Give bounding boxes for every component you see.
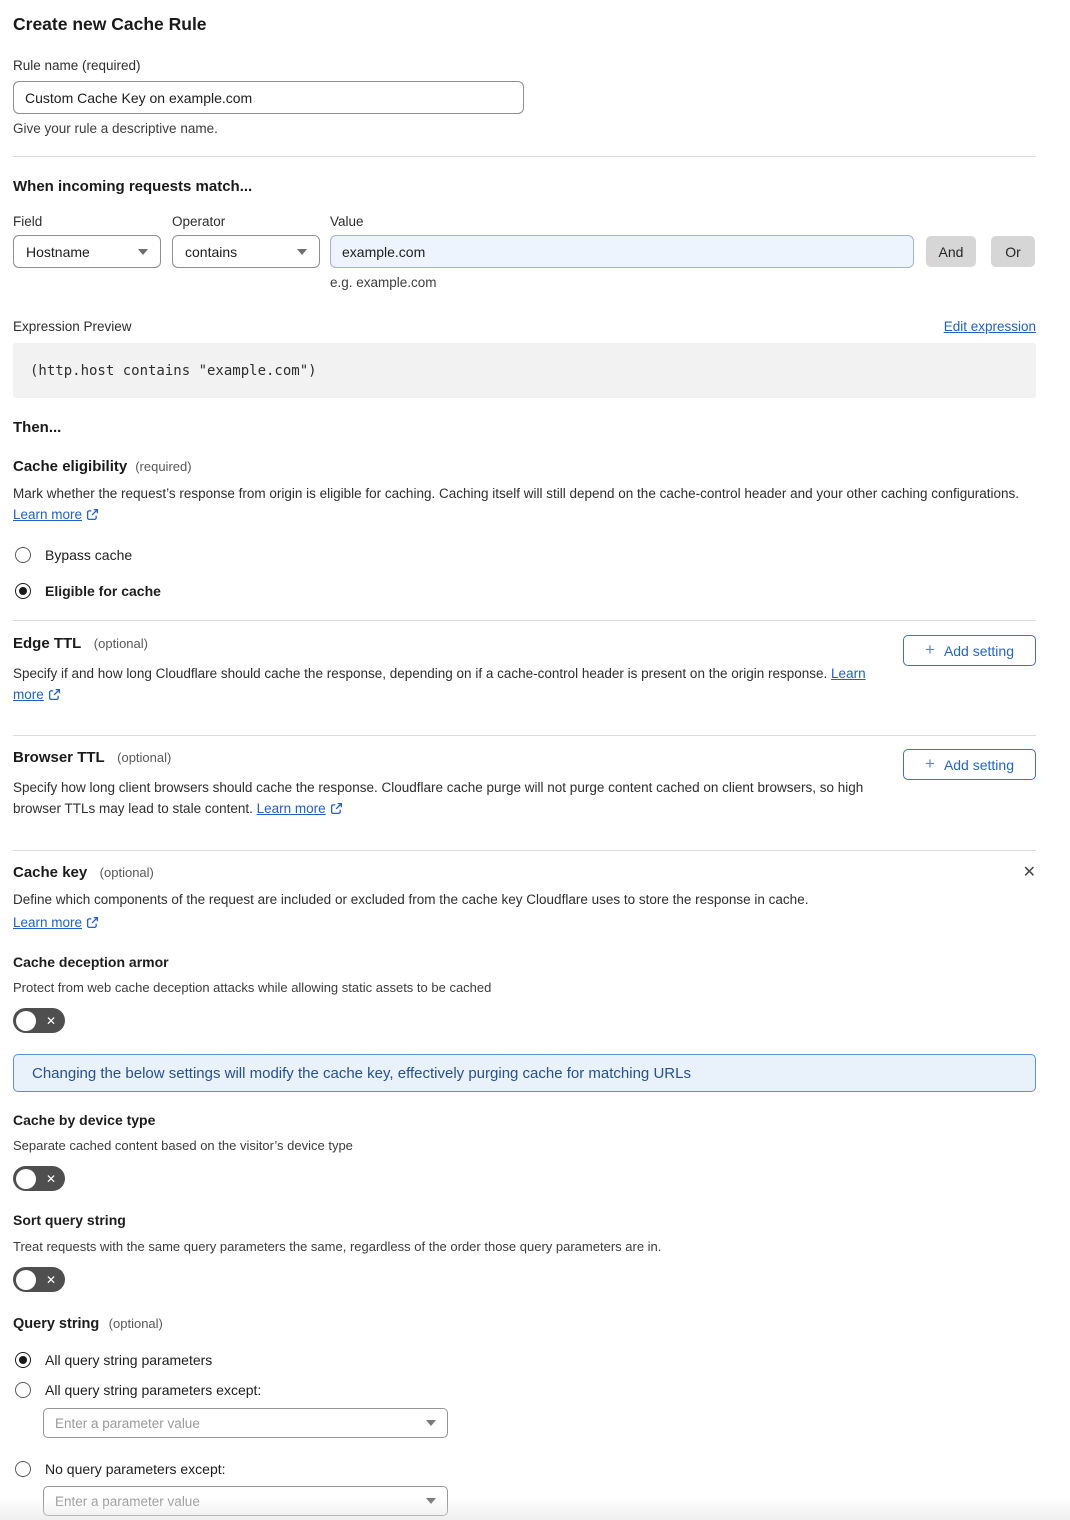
radio-button[interactable]: [15, 547, 31, 563]
external-link-icon: [86, 916, 99, 929]
all-params-except-input-box[interactable]: [43, 1408, 448, 1438]
cache-by-device-type-toggle[interactable]: [13, 1166, 65, 1191]
field-select[interactable]: [13, 235, 161, 268]
sort-query-string-toggle[interactable]: [13, 1267, 65, 1292]
close-icon[interactable]: ✕: [1022, 864, 1036, 881]
chevron-down-icon: [138, 249, 148, 255]
plus-icon: +: [925, 640, 935, 659]
section-divider: [13, 735, 1036, 736]
learn-more-label: Learn more: [13, 507, 83, 522]
param-no-except-input[interactable]: [55, 1494, 395, 1509]
match-heading: When incoming requests match...: [13, 178, 253, 195]
operator-select-value: contains: [185, 243, 238, 260]
chevron-down-icon: [426, 1420, 436, 1426]
cache-eligibility-description-text: Mark whether the request’s response from origin is eligible for caching. Caching itself will still depend on the cache-control header and your other caching configurations.: [13, 486, 1020, 501]
browser-ttl-description-text: Specify how long client browsers should cache the response. Cloudflare cache purge will not purge content cached on client browsers, so high browser TTLs may lead to stale content.: [13, 780, 864, 816]
value-label: Value: [330, 214, 364, 229]
required-badge: (required): [135, 459, 192, 474]
cache-eligibility-description: [13, 483, 1036, 525]
browser-ttl-title: Browser TTL: [13, 749, 105, 766]
learn-more-label: Learn more: [256, 801, 326, 816]
edge-ttl-description: [13, 663, 873, 705]
external-link-icon: [48, 688, 61, 701]
match-controls-row: [13, 235, 1036, 268]
operator-label: Operator: [172, 214, 226, 229]
radio-no-query-params-except[interactable]: [13, 1461, 1036, 1477]
radio-all-query-params-except[interactable]: [13, 1382, 1036, 1398]
optional-badge: (optional): [99, 865, 154, 880]
cache-deception-armor-title: Cache deception armor: [13, 954, 169, 970]
rule-name-label: Rule name (required): [13, 58, 141, 73]
optional-badge: (optional): [93, 636, 148, 651]
sort-query-string-title: Sort query string: [13, 1212, 126, 1228]
value-help: e.g. example.com: [330, 275, 437, 290]
plus-icon: +: [925, 754, 935, 773]
toggle-knob: [16, 1270, 36, 1290]
learn-more-link[interactable]: [257, 801, 343, 816]
radio-button[interactable]: [15, 583, 31, 599]
cache-by-device-type-title: Cache by device type: [13, 1112, 156, 1128]
toggle-x-icon: ✕: [45, 1013, 56, 1028]
section-divider: [13, 850, 1036, 851]
browser-ttl-add-setting-button[interactable]: [903, 749, 1036, 780]
cache-key-warning-banner: Changing the below settings will modify the cache key, effectively purging cache for matching URLs: [13, 1054, 1036, 1092]
learn-more-link[interactable]: [13, 507, 99, 522]
param-except-input[interactable]: [55, 1416, 395, 1431]
radio-label: All query string parameters except:: [45, 1382, 262, 1398]
field-label: Field: [13, 214, 43, 229]
toggle-knob: [16, 1169, 36, 1189]
radio-label: All query string parameters: [45, 1352, 213, 1368]
cache-key-description: Define which components of the request are included or excluded from the cache key Cloudflare uses to store the response in cache.: [13, 892, 809, 907]
learn-more-link[interactable]: [13, 915, 99, 930]
toggle-x-icon: ✕: [45, 1272, 56, 1287]
or-button[interactable]: Or: [991, 236, 1035, 267]
rule-name-input[interactable]: [13, 81, 524, 114]
radio-button[interactable]: [15, 1352, 31, 1368]
radio-bypass-cache[interactable]: [13, 547, 1036, 563]
page-title: Create new Cache Rule: [13, 14, 207, 34]
operator-select[interactable]: [172, 235, 320, 268]
cache-key-learn-more-row: [13, 912, 1036, 933]
expression-preview-label: Expression Preview: [13, 319, 132, 334]
optional-badge: (optional): [108, 1316, 163, 1331]
match-column-labels: [13, 214, 1036, 229]
query-string-title: Query string: [13, 1316, 100, 1332]
rule-name-help: Give your rule a descriptive name.: [13, 121, 218, 136]
chevron-down-icon: [426, 1498, 436, 1504]
edge-ttl-title: Edge TTL: [13, 635, 82, 652]
radio-all-query-params[interactable]: [13, 1352, 1036, 1368]
cache-by-device-type-description: Separate cached content based on the visitor’s device type: [13, 1138, 353, 1153]
learn-more-label: Learn more: [13, 666, 866, 702]
cache-key-title: Cache key: [13, 864, 88, 881]
cache-deception-armor-description: Protect from web cache deception attacks while allowing static assets to be cached: [13, 980, 492, 995]
sort-query-string-description: Treat requests with the same query parameters the same, regardless of the order those query parameters are in.: [13, 1239, 662, 1254]
radio-button[interactable]: [15, 1382, 31, 1398]
then-heading: Then...: [13, 419, 62, 436]
edit-expression-link[interactable]: Edit expression: [943, 319, 1036, 334]
chevron-down-icon: [297, 249, 307, 255]
external-link-icon: [86, 508, 99, 521]
edge-ttl-add-setting-button[interactable]: [903, 635, 1036, 666]
radio-label: Bypass cache: [45, 547, 133, 563]
learn-more-label: Learn more: [13, 915, 83, 930]
value-input[interactable]: [330, 235, 914, 268]
section-divider: [13, 620, 1036, 621]
cache-deception-armor-toggle[interactable]: [13, 1008, 65, 1033]
edge-ttl-description-text: Specify if and how long Cloudflare should cache the response, depending on if a cache-control header is present on the origin response.: [13, 666, 828, 681]
toggle-knob: [16, 1011, 36, 1031]
and-button[interactable]: And: [926, 236, 976, 267]
radio-eligible-for-cache[interactable]: [13, 583, 1036, 599]
no-params-except-input-box[interactable]: [43, 1486, 448, 1516]
add-setting-label: Add setting: [943, 642, 1014, 659]
field-select-value: Hostname: [26, 243, 90, 260]
radio-label: Eligible for cache: [45, 583, 161, 599]
add-setting-label: Add setting: [943, 756, 1014, 773]
toggle-x-icon: ✕: [45, 1171, 56, 1186]
cache-eligibility-title: Cache eligibility: [13, 458, 128, 475]
section-divider: [13, 156, 1036, 157]
browser-ttl-description: [13, 777, 873, 819]
external-link-icon: [330, 802, 343, 815]
radio-button[interactable]: [15, 1461, 31, 1477]
optional-badge: (optional): [117, 750, 172, 765]
radio-label: No query parameters except:: [45, 1461, 226, 1477]
expression-code: (http.host contains "example.com"): [13, 343, 1036, 398]
